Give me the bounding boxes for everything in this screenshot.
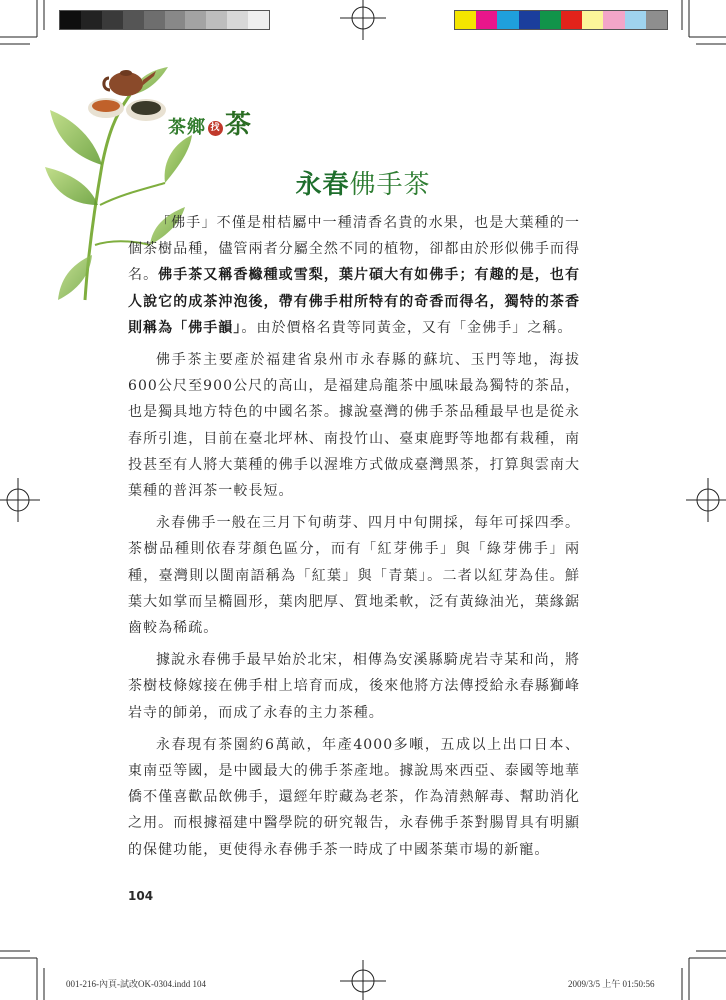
color-swatch (582, 11, 603, 29)
gray-swatch (81, 11, 102, 29)
page-title (0, 164, 726, 201)
gray-swatch (60, 11, 81, 29)
color-swatch (561, 11, 582, 29)
paragraph: 佛手茶主要產於福建省泉州市永春縣的蘇坑、玉門等地，海拔600公尺至900公尺的高山，是福建烏龍茶中風味最為獨特的茶品，也是獨具地方特色的中國名茶。據說臺灣的佛手茶品種最早也是從永春所引進，目前在臺北坪林、南投竹山、臺東鹿野等地都有栽種，南投甚至有人將大葉種的佛手以渥堆方式做成臺灣黑茶，打算與雲南大葉種的普洱茶一較長短。 (128, 352, 580, 500)
gray-calibration-bar (59, 10, 270, 30)
color-swatch (497, 11, 518, 29)
gray-swatch (165, 11, 186, 29)
slug-filename: 001-216-內頁-試改OK-0304.indd 104 (66, 979, 206, 989)
logo-badge: 找 (208, 121, 223, 136)
emphasis-text: 佛手茶又稱香櫞種或雪梨，葉片碩大有如佛手；有趣的是，也有人說它的成茶沖泡後，帶有佛手柑所特有的奇香而得名，獨特的茶香則稱為「佛手韻」 (128, 267, 580, 336)
title-rest-part: 佛手茶 (349, 170, 431, 200)
gray-swatch (206, 11, 227, 29)
paragraph: 永春現有茶園約6萬畝，年產4000多噸，五成以上出口日本、東南亞等國，是中國最大的佛手茶產地。據說馬來西亞、泰國等地華僑不僅喜歡品飲佛手，還經年貯藏為老茶，作為清熱解毒、幫助消化之用。而根據福建中醫學院的研究報告，永春佛手茶對腸胃具有明顯的保健功能，更使得永春佛手茶一時成了中國茶葉市場的新寵。 (128, 736, 580, 858)
gray-swatch (102, 11, 123, 29)
color-swatch (540, 11, 561, 29)
title-bold-part: 永春 (295, 170, 350, 200)
page-number: 104 (128, 889, 154, 903)
paragraph-text: 「佛手」不僅是柑桔屬中一種清香名貴的水果，也是大葉種的一個茶樹品種，儘管兩者分屬全然不同的植物，卻都由於形似佛手而得名。 (128, 215, 580, 284)
gray-swatch (248, 11, 269, 29)
color-swatch (603, 11, 624, 29)
color-calibration-bar (454, 10, 668, 30)
color-swatch (625, 11, 646, 29)
color-swatch (476, 11, 497, 29)
gray-swatch (123, 11, 144, 29)
gray-swatch (185, 11, 206, 29)
paragraph (128, 210, 580, 341)
slug-timestamp: 2009/3/5 上午 01:50:56 (568, 979, 655, 989)
series-logo (168, 104, 252, 141)
color-swatch (646, 11, 667, 29)
logo-text-post: 茶 (225, 110, 253, 140)
color-swatch (455, 11, 476, 29)
color-swatch (519, 11, 540, 29)
logo-text-pre: 茶鄉 (168, 117, 206, 138)
paragraph-text: 。由於價格名貴等同黃金，又有「金佛手」之稱。 (241, 319, 573, 336)
paragraph: 永春佛手一般在三月下旬萌芽、四月中旬開採，每年可採四季。茶樹品種則依春芽顏色區分，而有「紅芽佛手」與「綠芽佛手」兩種，臺灣則以閩南語稱為「紅葉」與「青葉」。二者以紅芽為佳。鮮葉大如掌而呈橢圓形，葉肉肥厚、質地柔軟，泛有黃綠油光，葉緣鋸齒較為稀疏。 (128, 515, 580, 637)
teapot-cups-illustration (84, 60, 176, 130)
article-body (128, 210, 580, 869)
gray-swatch (227, 11, 248, 29)
gray-swatch (144, 11, 165, 29)
paragraph: 據說永春佛手最早始於北宋，相傳為安溪縣騎虎岩寺某和尚，將茶樹枝條嫁接在佛手柑上培育而成，後來他將方法傳授給永春縣獅峰岩寺的師弟，而成了永春的主力茶種。 (128, 652, 580, 721)
